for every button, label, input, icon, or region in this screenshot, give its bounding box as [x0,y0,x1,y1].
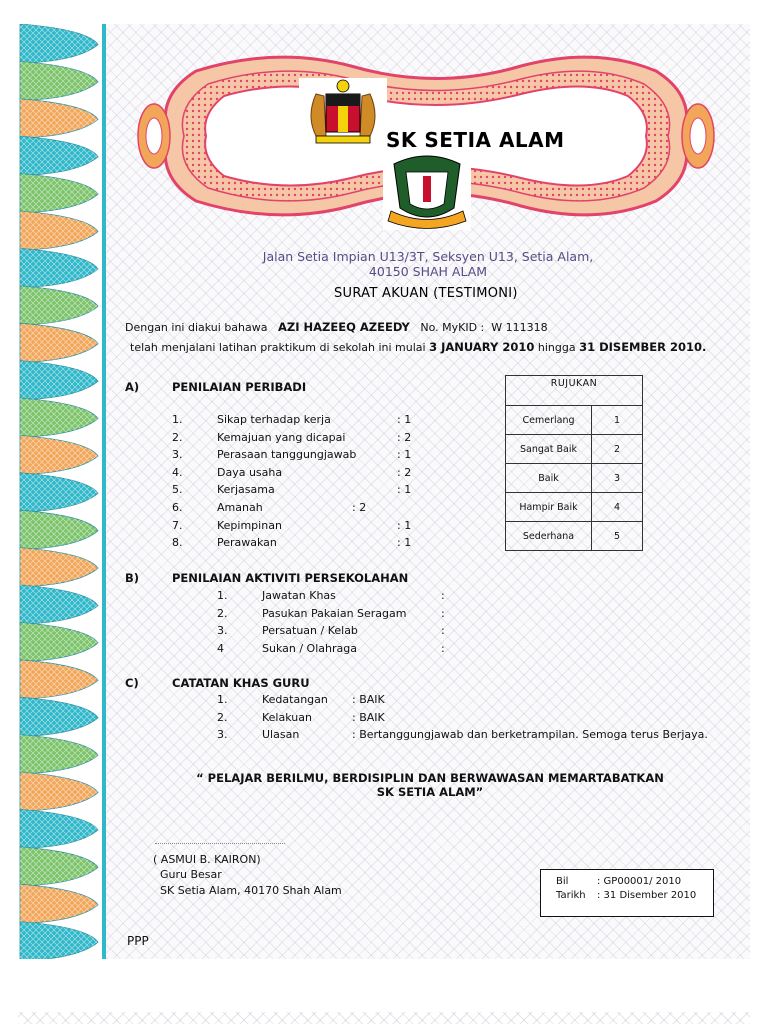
item-value: : [441,589,445,602]
item-label: Persatuan / Kelab [262,624,358,638]
item-number: 3. [172,448,183,462]
item-number: 2. [217,606,228,620]
motto-line-1: “ PELAJAR BERILMU, BERDISIPLIN DAN BERWAWASAN MEMARTABATKAN [196,771,664,785]
item-number: 4. [172,465,183,479]
border-pattern-icon [18,24,106,959]
rujukan-value: 3 [592,464,643,493]
item-value: : 2 [352,501,367,514]
item-label: Daya usaha [217,465,283,479]
start-date: 3 JANUARY 2010 [429,340,535,354]
item-label: Ulasan [262,728,300,742]
item-value: : Bertanggungjawab dan berketrampilan. Semoga terus Berjaya. [352,728,708,742]
school-name: SK SETIA ALAM [386,128,565,152]
rujukan-header: RUJUKAN [506,376,643,406]
item-number: 1. [217,589,228,602]
item-value: : 1 [397,518,412,532]
school-address: Jalan Setia Impian U13/3T, Seksyen U13, Setia Alam, 40150 SHAH ALAM [262,249,594,279]
item-number: 5. [172,483,183,497]
next-page-strip [18,1012,750,1024]
hingga-word: hingga [537,341,576,354]
item-label: Amanah [217,501,263,514]
intro-line-2 [130,340,706,354]
item-label: Jawatan Khas [262,589,336,602]
motto [170,771,690,799]
item-label: Kelakuan [262,710,312,724]
item-value: : BAIK [352,710,385,724]
item-label: Perawakan [217,536,277,550]
rujukan-label: Cemerlang [506,406,592,435]
mykid-value: W 111318 [491,321,548,334]
intro-line-1 [125,320,548,334]
section-a-letter: A) [125,380,140,394]
item-value: : 1 [397,483,412,497]
item-label: Pasukan Pakaian Seragam [262,606,407,620]
section-a-title: PENILAIAN PERIBADI [172,380,307,394]
tarikh-value: : 31 Disember 2010 [597,890,697,901]
item-label: Kemajuan yang dicapai [217,430,346,444]
item-number: 4 [217,641,224,655]
table-row [506,464,643,493]
rujukan-label: Sangat Baik [506,435,592,464]
rujukan-value: 1 [592,406,643,435]
item-number: 3. [217,624,228,638]
rujukan-table [505,375,643,551]
item-value: : 2 [397,430,412,444]
item-number: 1. [217,693,228,706]
item-number: 2. [217,710,228,724]
item-value: : [441,624,445,638]
item-number: 7. [172,518,183,532]
section-b-title: PENILAIAN AKTIVITI PERSEKOLAHAN [172,571,409,585]
table-row [506,522,643,551]
government-crest-icon [299,78,387,148]
end-date: 31 DISEMBER 2010. [579,340,707,354]
item-value: : 1 [397,413,412,426]
intro-line2-prefix: telah menjalani latihan praktikum di sekolah ini mulai [130,341,426,354]
signatory-position: Guru Besar [160,868,222,881]
item-label: Perasaan tanggungjawab [217,448,357,462]
table-row [506,406,643,435]
item-label: Sukan / Olahraga [262,641,357,655]
bil-value: : GP00001/ 2010 [597,876,682,887]
student-name: AZI HAZEEQ AZEEDY [278,320,410,334]
signatory-name: ( ASMUI B. KAIRON) [153,853,261,866]
item-value: : [441,606,445,620]
section-c-letter: C) [125,676,139,690]
rujukan-label: Sederhana [506,522,592,551]
item-value: : BAIK [352,693,385,706]
item-value: : 2 [397,465,412,479]
item-value: : [441,641,445,655]
rujukan-value: 4 [592,493,643,522]
item-value: : 1 [397,448,412,462]
rujukan-label: Baik [506,464,592,493]
document-title: SURAT AKUAN (TESTIMONI) [334,286,518,301]
item-number: 2. [172,430,183,444]
decorative-border [18,24,106,959]
mykid-label: No. MyKID : [420,321,485,334]
table-row [506,493,643,522]
table-row [506,435,643,464]
rujukan-label: Hampir Baik [506,493,592,522]
signatory-school: SK Setia Alam, 40170 Shah Alam [160,884,342,897]
item-number: 3. [217,728,228,742]
item-label: Kedatangan [262,693,328,706]
section-b-letter: B) [125,571,140,585]
item-number: 8. [172,536,183,550]
item-label: Kerjasama [217,483,275,497]
footer-text: PPP [127,934,149,948]
signature-line [155,843,285,844]
rujukan-value: 5 [592,522,643,551]
tarikh-label: Tarikh [556,890,586,901]
item-number: 6. [172,501,183,514]
school-crest-icon [383,148,471,230]
item-number: 1. [172,413,183,426]
item-label: Kepimpinan [217,518,282,532]
section-c-title: CATATAN KHAS GURU [172,676,310,690]
motto-line-2: SK SETIA ALAM” [376,785,484,799]
item-value: : 1 [397,536,412,550]
item-label: Sikap terhadap kerja [217,413,331,426]
bil-label: Bil [556,876,569,887]
rujukan-value: 2 [592,435,643,464]
intro-prefix: Dengan ini diakui bahawa [125,321,268,334]
